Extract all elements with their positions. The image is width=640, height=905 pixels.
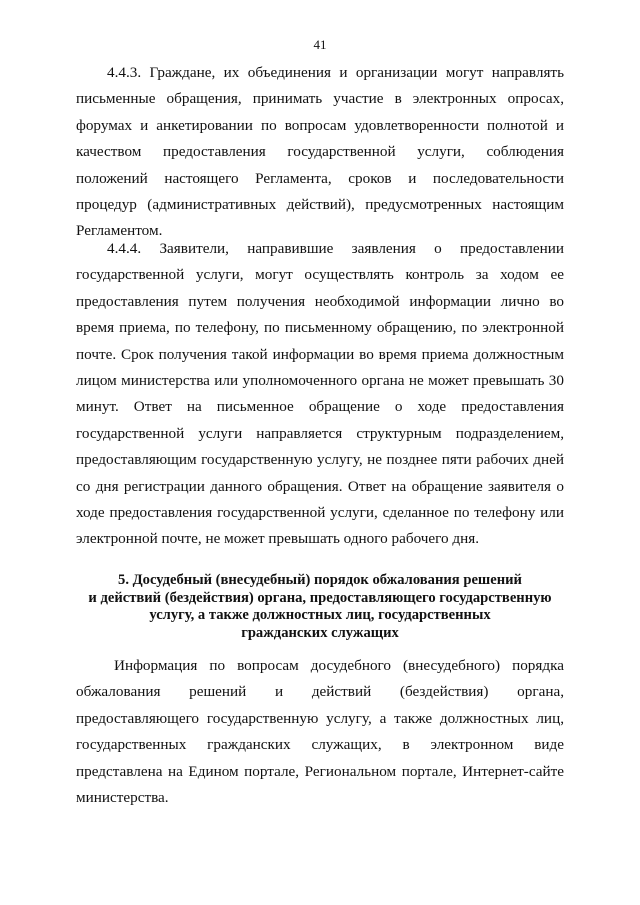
heading-line: гражданских служащих: [241, 624, 399, 641]
paragraph-section-5-info: [76, 653, 564, 811]
heading-line: 5. Досудебный (внесудебный) порядок обжалования решений: [118, 572, 522, 588]
paragraph-text: 4.4.3. Граждане, их объединения и организации могут направлять письменные обращения, принимать участие в электронных опросах, форумах и анкетировании по вопросам удовлетворенности полнотой и качеством предоставления государственной услуги, соблюдения положений настоящего Регламента, сроков и последовательности процедур (административных действий), предусмотренных настоящим Регламентом.: [76, 64, 564, 240]
page-number: 41: [313, 37, 327, 52]
paragraph-4-4-3: [76, 60, 564, 245]
heading-line: и действий (бездействия) органа, предоставляющего государственную: [88, 589, 552, 606]
section-5-heading: [60, 572, 580, 642]
paragraph-text: 4.4.4. Заявители, направившие заявления о предоставлении государственной услуги, могут осуществлять контроль за ходом ее предоставления путем получения необходимой информации лично во время приема, по телефону, по письменному обращению, по электронной почте. Срок получения такой информации во время приема должностным лицом министерства или уполномоченного органа не может превышать 30 минут. Ответ на письменное обращение о ходе предоставления государственной услуги направляется структурным подразделением, предоставляющим государственную услугу, не позднее пяти рабочих дней со дня регистрации данного обращения. Ответ на обращение заявителя о ходе предоставления государственной услуги, сделанное по телефону или электронной почте, не может превышать одного рабочего дня.: [76, 240, 564, 548]
paragraph-4-4-4: [76, 236, 564, 553]
heading-line: услугу, а также должностных лиц, государственных: [149, 607, 491, 623]
paragraph-text: Информация по вопросам досудебного (внесудебного) порядка обжалования решений и действий (бездействия) органа, предоставляющего государственную услугу, а также должностных лиц, государственных гражданских служащих, в электронном виде представлена на Едином портале, Региональном портале, Интернет-сайте министерства.: [76, 657, 564, 807]
